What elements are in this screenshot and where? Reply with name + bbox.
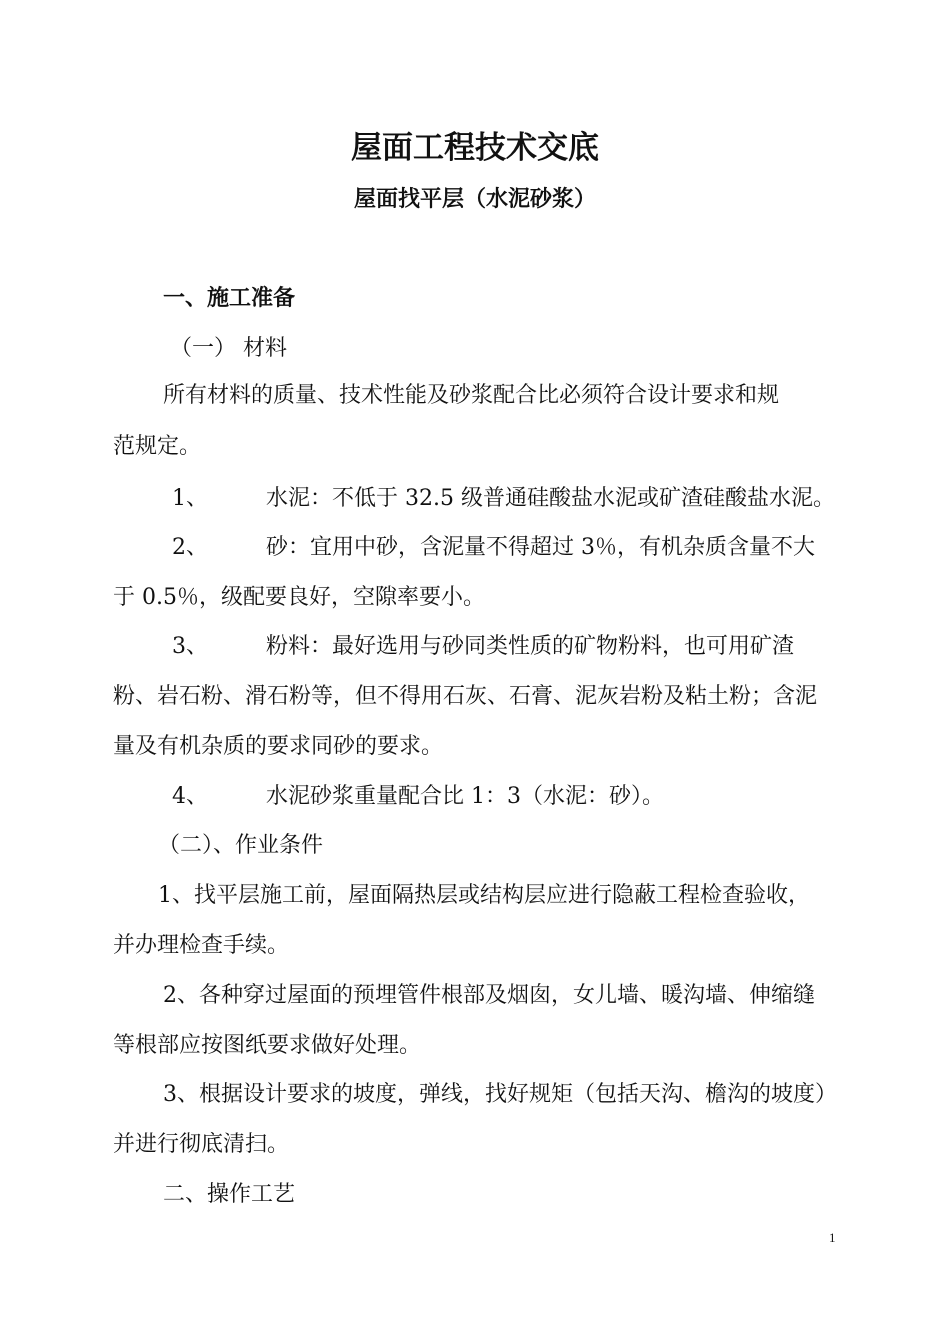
list-item-number: 1、 [172, 486, 208, 511]
paragraph-line: 1、找平层施工前，屋面隔热层或结构层应进行隐蔽工程检查验收， [158, 883, 810, 908]
paragraph-line: 2、各种穿过屋面的预埋管件根部及烟囱，女儿墙、暖沟墙、伸缩缝 [163, 983, 815, 1008]
list-item-text: 水泥：不低于 32.5 级普通硅酸盐水泥或矿渣硅酸盐水泥。 [266, 486, 835, 511]
list-item-number: 3、 [172, 634, 208, 659]
subsection-heading-materials: （一） 材料 [170, 336, 287, 361]
list-item-text: 砂：宜用中砂，含泥量不得超过 3％，有机杂质含量不大 [266, 535, 815, 560]
document-title: 屋面工程技术交底 [351, 130, 599, 166]
list-item-text: 水泥砂浆重量配合比 1：3（水泥：砂）。 [266, 784, 664, 809]
list-item-text: 于 0.5％，级配要良好，空隙率要小。 [113, 585, 485, 610]
paragraph-line: 并办理检查手续。 [113, 933, 290, 958]
paragraph-line: 范规定。 [113, 434, 202, 459]
document-subtitle: 屋面找平层（水泥砂浆） [353, 187, 596, 212]
paragraph-line: 并进行彻底清扫。 [113, 1132, 290, 1157]
section-heading-preparation: 一、施工准备 [163, 286, 296, 311]
paragraph-line: 等根部应按图纸要求做好处理。 [113, 1033, 422, 1058]
paragraph-line: 3、根据设计要求的坡度，弹线，找好规矩（包括天沟、檐沟的坡度） [163, 1082, 837, 1107]
list-item-number: 2、 [172, 535, 208, 560]
list-item-text: 量及有机杂质的要求同砂的要求。 [113, 734, 444, 759]
section-heading-process: 二、操作工艺 [163, 1182, 296, 1207]
list-item-text: 粉、岩石粉、滑石粉等，但不得用石灰、石膏、泥灰岩粉及粘土粉；含泥 [113, 684, 818, 709]
list-item-number: 4、 [172, 784, 208, 809]
page-number: 1 [829, 1230, 836, 1245]
subsection-heading-conditions: （二）、作业条件 [158, 833, 324, 858]
paragraph-line: 所有材料的质量、技术性能及砂浆配合比必须符合设计要求和规 [163, 383, 780, 408]
list-item-text: 粉料：最好选用与砂同类性质的矿物粉料，也可用矿渣 [266, 634, 795, 659]
